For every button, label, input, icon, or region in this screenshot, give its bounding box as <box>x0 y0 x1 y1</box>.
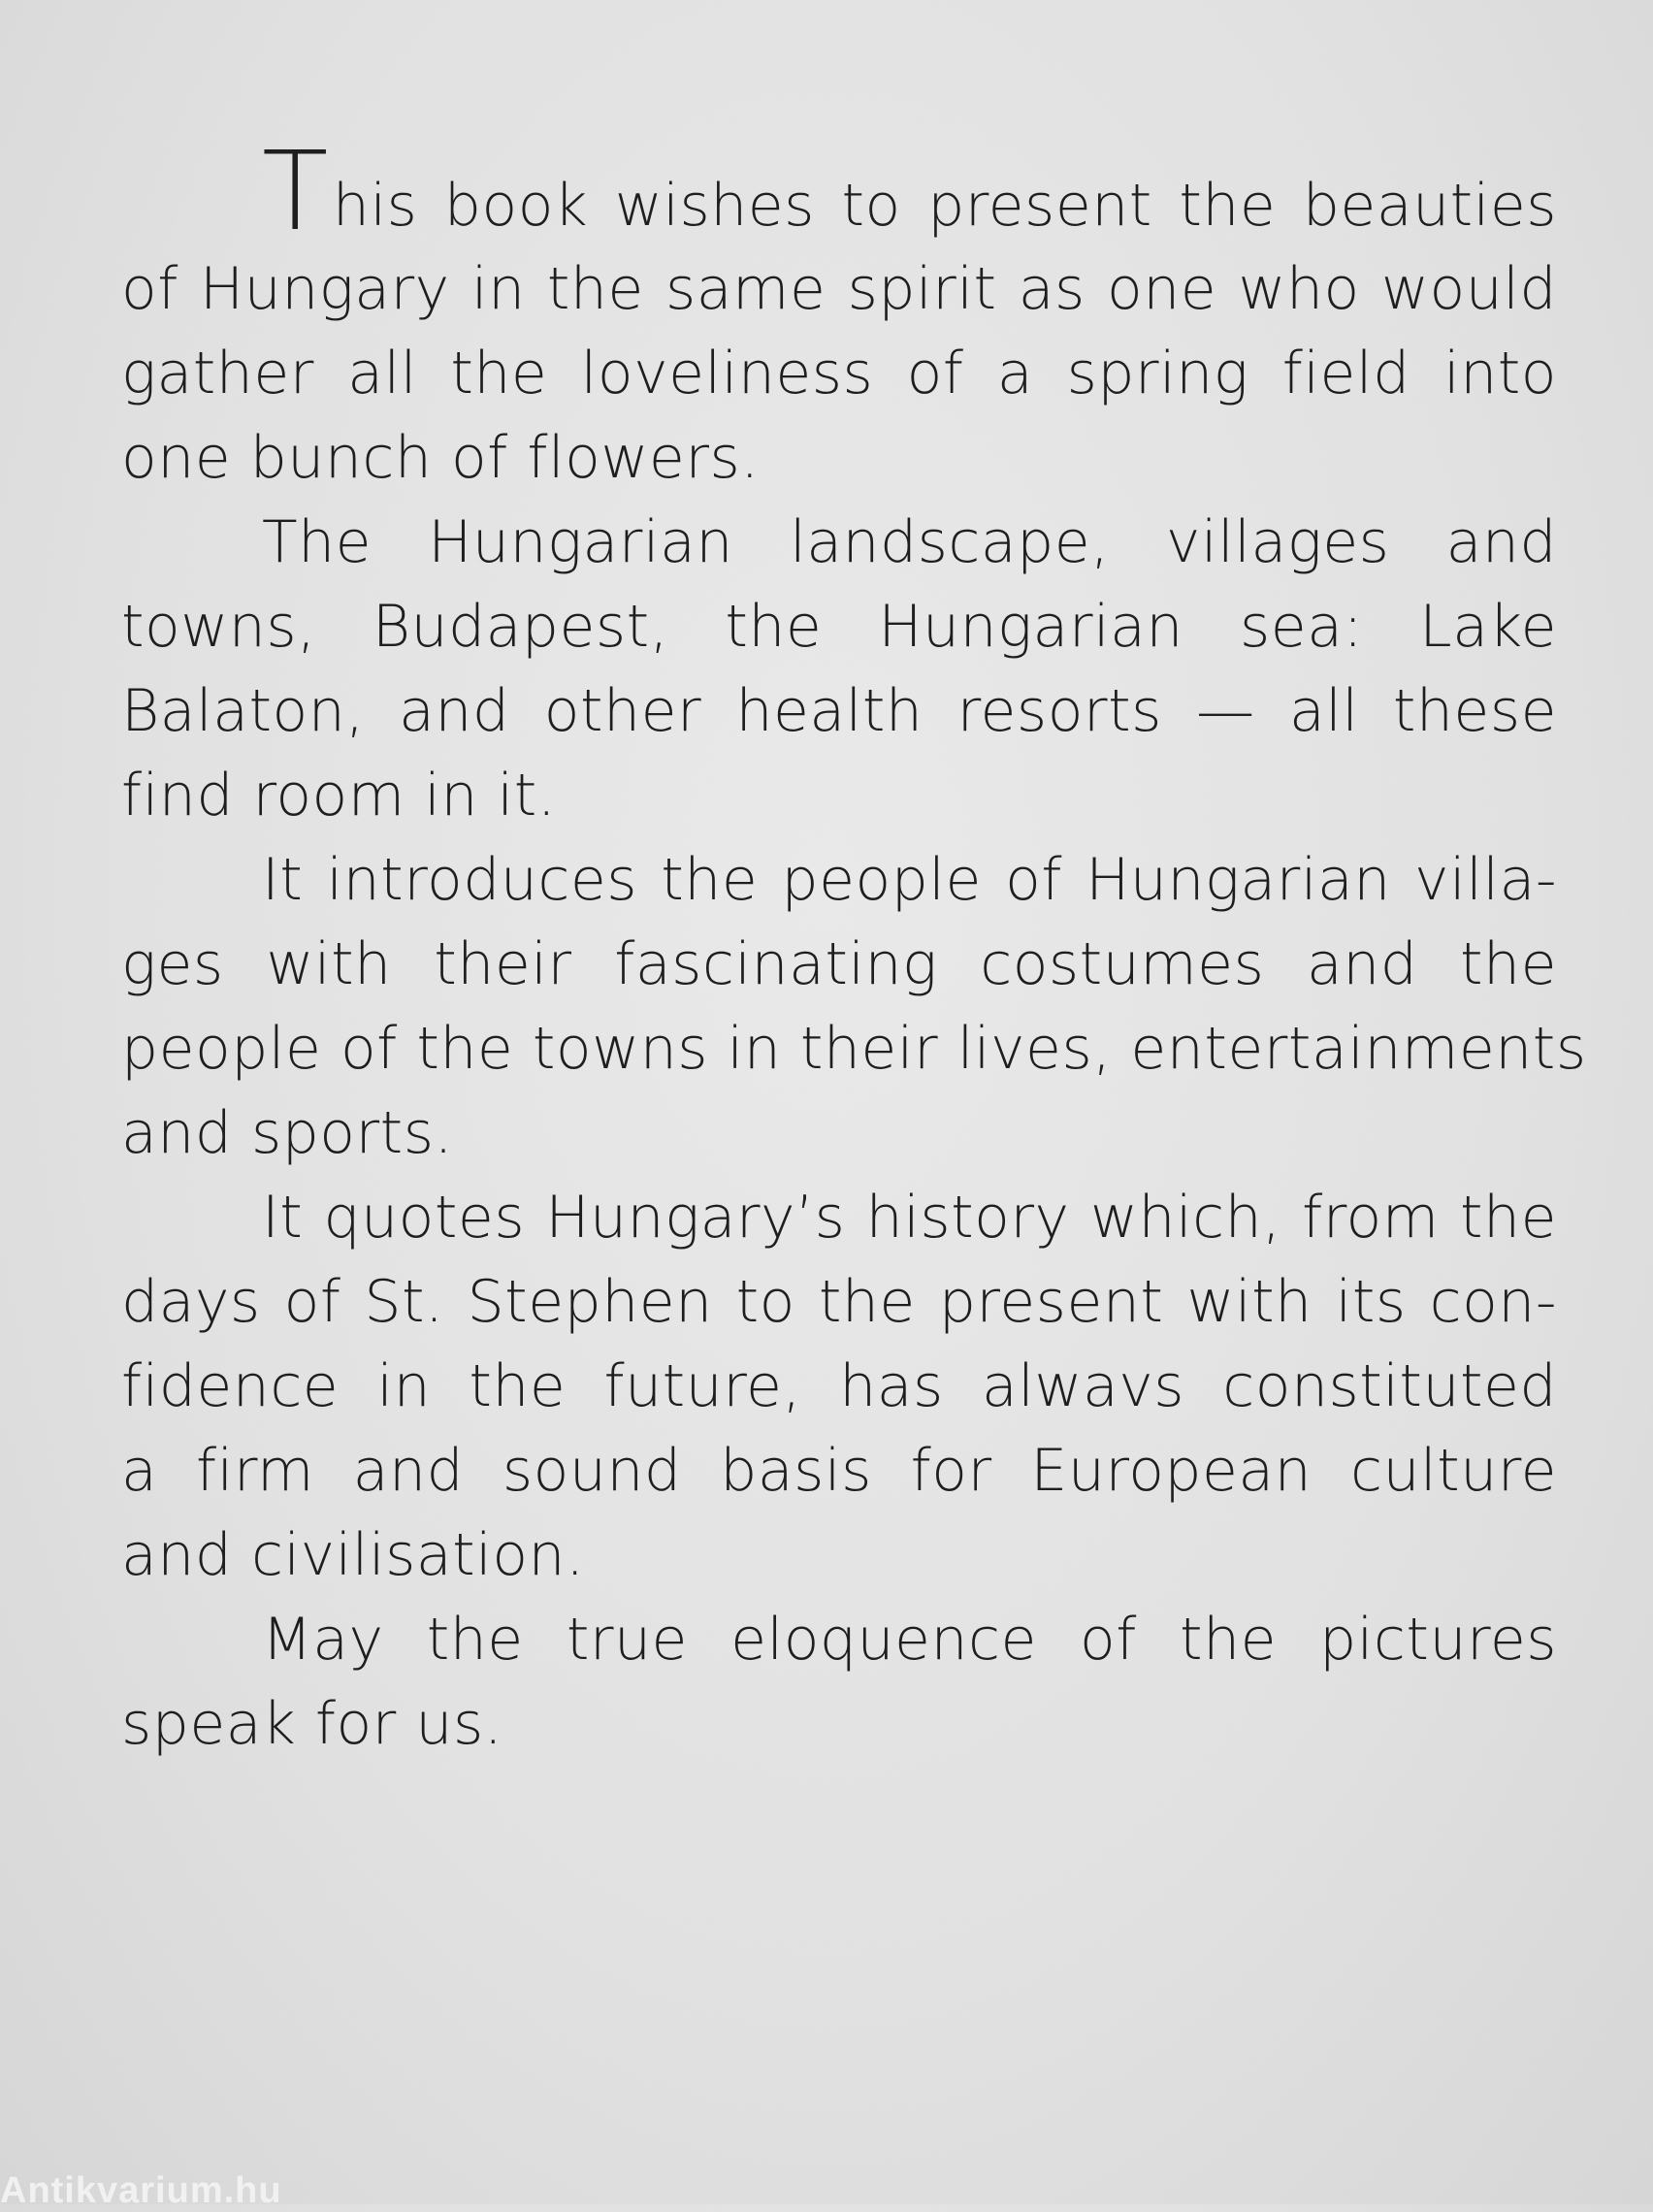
paragraph-5-line-2: speak for us. <box>121 1690 503 1758</box>
paragraph-1-line-3: gather all the loveliness of a spring field into <box>121 340 1557 407</box>
paragraph-4-line-4: a firm and sound basis for European culture <box>121 1437 1557 1505</box>
body-text <box>121 129 1587 1767</box>
paragraph-1-line-4: one bunch of flowers. <box>121 424 760 492</box>
paragraph-5-line-1: May the true eloquence of the pictures <box>262 1606 1557 1674</box>
watermark: Antikvarium.hu <box>0 2170 282 2211</box>
paragraph-4-line-2: days of St. Stephen to the present with its con- <box>121 1268 1557 1336</box>
paragraph-3-line-3: people of the towns in their lives, entertainments <box>121 1015 1587 1083</box>
paragraph-2-line-1: The Hungarian landscape, villages and <box>262 508 1557 576</box>
paragraph-2-line-3: Balaton, and other health resorts — all these <box>121 677 1557 745</box>
paragraph-2-line-4: find room in it. <box>121 762 557 830</box>
paragraph-3-line-2: ges with their fascinating costumes and the <box>121 930 1557 998</box>
paragraph-1-line-2: of Hungary in the same spirit as one who would <box>121 255 1557 323</box>
paragraph-3-line-1: It introduces the people of Hungarian villa- <box>262 846 1557 914</box>
paragraph-4-line-5: and civilisation. <box>121 1521 585 1589</box>
paragraph-3-line-4: and sports. <box>121 1099 454 1167</box>
drop-cap: T <box>262 129 329 255</box>
paragraph-2-line-2: towns, Budapest, the Hungarian sea: Lake <box>121 593 1557 661</box>
paragraph-1-line-1: This book wishes to present the beauties <box>262 129 1557 255</box>
paragraph-4-line-1: It quotes Hungary’s history which, from the <box>262 1184 1557 1252</box>
paragraph-4-line-3: fidence in the future, has alwavs constituted <box>121 1352 1557 1420</box>
